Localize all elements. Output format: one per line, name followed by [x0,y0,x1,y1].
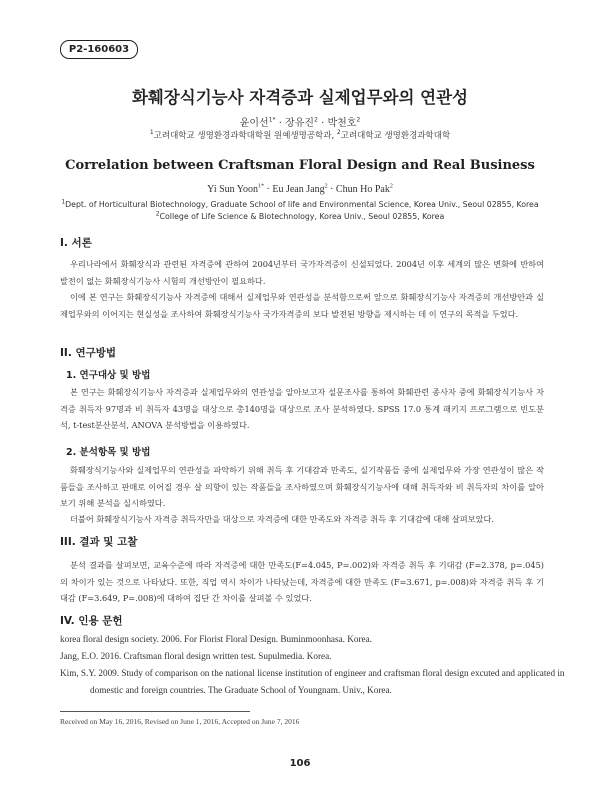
korean-affiliations [0,129,600,141]
affil-mark: 2 [155,210,160,218]
english-affiliation-text: Dept. of Horticultural Biotechnology, Graduate School of life and Environmental Science, Korea Univ., Seoul 02855, Korea [65,200,539,209]
author-affil-mark: 2 [324,183,328,190]
author-separator: · [317,118,328,129]
methods-paragraph-1: 본 연구는 화훼장식기능사 자격증과 실제업무와의 연관성을 알아보고자 설문조사를 통하여 화훼관련 종사자 중에 화훼장식기능사 자격증 취득자 97명과 비 취득자 43명을 대상으로 총140명을 대상으로 조사 분석하였다. SPSS 17.0 통계 패키지 프로그램으로 빈도분석, t-test분산분석, ANOVA 분석방법을 이용하였다. [60,387,544,430]
korean-authors [0,114,600,129]
english-author-name: Chun Ho Pak [335,184,390,195]
english-author-name: Eu Jean Jang [272,184,325,195]
affil-mark: 2 [336,129,341,137]
korean-author-name: 박천호 [327,118,357,129]
footnote-divider [60,711,250,712]
intro-paragraph-1: 우리나라에서 화훼장식과 관련된 자격증에 관하여 2004년부터 국가자격증이 신설되었다. 2004년 이후 세계의 많은 변화에 반하여 발전이 없는 화훼장식기능사 시험의 개선방안이 필요하다. [60,259,544,286]
reference-item: korea floral design society. 2006. For Florist Floral Design. Buminmoonhasa. Korea. [60,634,372,644]
korean-title: 화훼장식기능사 자격증과 실제업무와의 연관성 [131,88,468,107]
received-footnote: Received on May 16, 2016, Revised on June 1, 2016, Accepted on June 7, 2016 [60,717,300,726]
author-affil-mark: 2 [356,116,361,124]
english-authors [0,184,600,195]
author-separator: · [327,184,336,195]
korean-affiliation: 고려대학교 생명환경과학대학원 원예생명공학과, [153,131,337,141]
reference-item: Kim, S.Y. 2009. Study of comparison on the national license institution of engineer and craftsman floral design excuted and applicated in domestic and foreign countries. The Graduate School of Youngnam. Univ., Korea. [60,668,565,695]
english-title: Correlation between Craftsman Floral Design and Real Business [65,158,535,173]
author-affil-mark: 2 [389,183,393,190]
korean-author-name: 윤이선 [239,118,269,129]
methods-paragraph-3: 더불어 화훼장식기능사 자격증 취득자만을 대상으로 자격증에 대한 만족도와 자격증 취득 후 기대감에 대해 살펴보았다. [70,514,494,524]
english-author-name: Yi Sun Yoon [207,184,259,195]
english-affiliation-1 [60,200,540,209]
section-heading-methods: II. 연구방법 [60,347,117,359]
poster-id-badge: P2-160603 [60,40,138,59]
methods-paragraph-2: 화훼장식기능사와 실제업무의 연관성을 파악하기 위해 취득 후 기대감과 만족도, 실기작품들 중에 실제업무와 가장 연관성이 많은 작품들을 조사하고 판매로 이어질 경우 살 의향이 있는 작품들을 조사하였으며 화훼장식기능사에 대해 취득자와 비 취득자의 차이를 알아보기 위해 분석을 실시하였다. [60,465,544,508]
author-affil-mark: 1* [258,183,265,190]
author-affil-mark: 1* [268,116,276,124]
affil-mark: 1 [61,198,66,206]
english-affiliation-text: College of Life Science & Biotechnology, Korea Univ., Seoul 02855, Korea [159,212,445,221]
subsection-heading-analysis: 2. 분석항목 및 방법 [66,447,151,458]
results-paragraph: 분석 결과를 살펴보면, 교육수준에 따라 자격증에 대한 만족도(F=4.045, P=.002)와 자격증 취득 후 기대감 (F=2.378, p=.045)의 차이가 있는 것으로 나타났다. 또한, 직업 역시 차이가 나타났는데, 자격증에 대한 만족도 (F=3.671, p=.008)와 자격증 취득 후 기대감 (F=3.649, P=.008)에 대하여 집단 간 차이를 살펴볼 수 있었다. [60,560,544,603]
affil-mark: 1 [149,129,154,137]
author-separator: · [264,184,273,195]
subsection-heading-subjects: 1. 연구대상 및 방법 [66,370,151,381]
section-heading-results: III. 결과 및 고찰 [60,536,138,548]
author-separator: · [275,118,286,129]
korean-affiliation: 고려대학교 생명환경과학대학 [340,131,451,141]
page-number: 106 [289,758,311,769]
section-heading-intro: I. 서론 [60,237,92,249]
author-affil-mark: 2 [314,116,318,124]
intro-paragraph-2: 이에 본 연구는 화훼장식기능사 자격증에 대해서 실제업무와 연관성을 분석함으로써 앞으로 화훼장식기능사 자격증의 개선방안과 실제업무와의 이어지는 현실성을 조사하여 화훼장식기능사 국가자격증의 보다 발전된 방향을 제시하는 데 이 연구의 목적을 두었다. [60,292,544,319]
korean-author-name: 장유진 [285,118,315,129]
english-affiliation-2 [60,212,540,221]
section-heading-references: IV. 인용 문헌 [60,615,123,627]
reference-item: Jang, E.O. 2016. Craftsman floral design written test. Supulmedia. Korea. [60,651,332,661]
